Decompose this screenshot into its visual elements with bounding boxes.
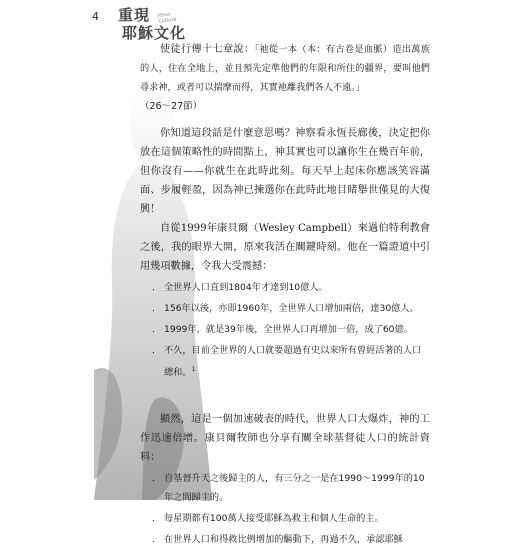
logo-title-line2: 耶穌文化: [122, 24, 187, 42]
bullet-marker: ．: [152, 303, 162, 314]
logo-title-line1: 重現: [118, 6, 151, 24]
paragraph-1: 你知道這段話是什麼意思嗎？神察看永恆長廊後，決定把你放在這個策略性的時間點上，神其實也可以讓你生在幾百年前，但你沒有——你就生在此時此刻。每天早上起床你應該笑容滿面、步履輕盈，因為神已揀選你在此時此地目睹舉世僅見的大復興！: [140, 128, 430, 215]
list-item: ． 156年以後，亦即1960年，全世界人口增加兩倍，達30億人。: [140, 299, 430, 318]
bullet-marker: ．: [152, 513, 162, 525]
scripture-quote: 「祂從一本（本：有古卷是血脈）造出萬族的人，住在全地上，並且預先定準他們的年限和所住的疆界，要叫他們尋求神，或者可以揣摩而得，其實祂離我們各人不遠。」: [140, 44, 430, 93]
statistics-list-1: [140, 278, 430, 382]
statistics-list-2: [140, 469, 430, 549]
logo-subtitle: Jesus Culture: [157, 11, 177, 25]
page-number: 4: [92, 10, 99, 23]
list-item: ． 在世界人口和得救比例增加的驅動下，再過不久，承認耶穌: [140, 530, 430, 549]
bullet-marker: ．: [152, 324, 162, 335]
list-item: ． 1999年，就是39年後，全世界人口再增加一倍，成了60億。: [140, 320, 430, 339]
page-content: [140, 40, 430, 551]
bullet-marker: ．: [152, 534, 162, 546]
scripture-lead: 使徒行傳十七章說：: [160, 44, 255, 55]
bullet-marker: ．: [152, 282, 162, 293]
footnote-marker: 1: [191, 366, 196, 373]
list-item: ． 自基督升天之後歸主的人，有三分之一是在1990～1999年的10年之間歸主的。: [140, 469, 430, 507]
scripture-reference: （26～27節）: [140, 101, 203, 112]
list-item: ． 全世界人口直到1804年才達到10億人。: [140, 278, 430, 297]
paragraph-2: 自從1999年康貝爾（Wesley Campbell）來過伯特利教會之後，我的眼界大開，原來我活在關鍵時刻。他在一篇證道中引用幾項數據，令我大受震撼：: [140, 223, 430, 272]
bullet-marker: ．: [152, 473, 162, 485]
book-title-logo: [118, 4, 190, 44]
bullet-marker: ．: [152, 345, 162, 356]
list-item: ． 不久，目前全世界的人口就要超過有史以來所有曾經活著的人口總和。$^1$: [140, 341, 430, 382]
paragraph-3: 顯然，這是一個加速破表的時代，世界人口大爆炸，神的工作迅速倍增。康貝爾牧師也分享有關全球基督徒人口的統計資料：: [140, 414, 430, 464]
scripture-intro: [140, 40, 430, 97]
list-item: ． 每星期都有100萬人接受耶穌為救主和個人生命的主。: [140, 509, 430, 528]
